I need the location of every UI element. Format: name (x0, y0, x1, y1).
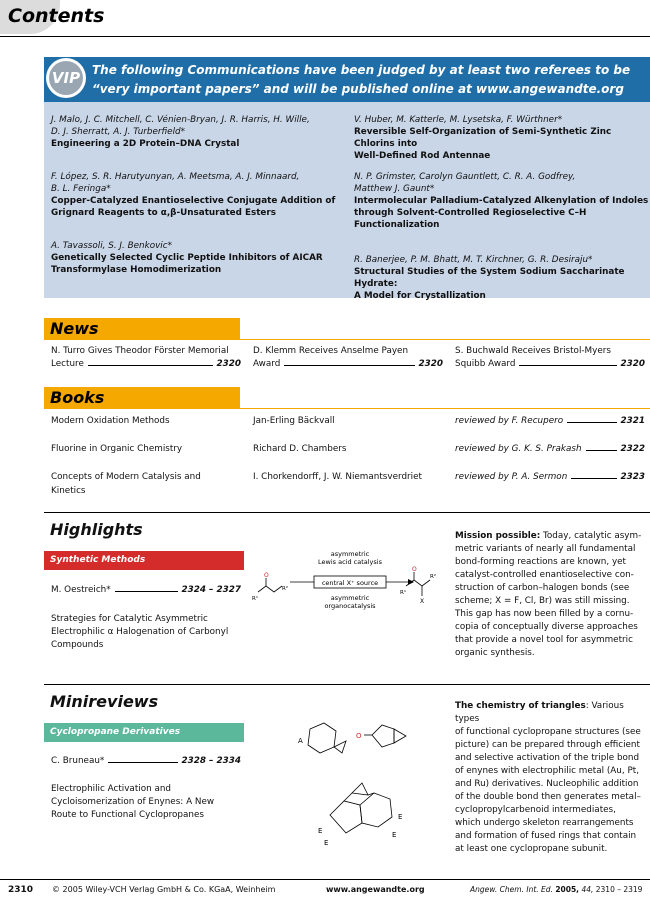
vip-authors: N. P. Grimster, Carolyn Gauntlett, C. R. A. Godfrey, (354, 172, 576, 182)
news-item[interactable] (253, 345, 443, 371)
minireviews-description (455, 700, 650, 856)
vip-title: Reversible Self-Organization of Semi-Synthetic Zinc Chlorins into (354, 127, 612, 149)
desc-line: This gap has now been filled by a cornu- (455, 609, 634, 619)
book-title: Modern Oxidation Methods (51, 416, 170, 426)
desc-line: and selective activation of the triple bond (455, 753, 640, 763)
vip-title: Copper-Catalyzed Enantioselective Conjugate Addition of (51, 196, 336, 206)
book-reviewer: reviewed by G. K. S. Prakash (455, 444, 582, 454)
article-title-line: Electrophilic α Halogenation of Carbonyl (51, 627, 229, 637)
vip-title: through Solvent-Controlled Regioselective C–H (354, 208, 587, 218)
vip-badge: VIP (49, 61, 83, 95)
article-title-line: Route to Functional Cyclopropanes (51, 810, 204, 820)
book-author: I. Chorkendorff, J. W. Niemantsverdriet (253, 472, 422, 482)
vip-title: A Model for Crystallization (354, 291, 486, 301)
product-skeleton (406, 580, 430, 586)
page-number: 2323 (620, 472, 645, 482)
desc-line: : Various types (455, 701, 624, 724)
left-r2: R² (282, 586, 289, 592)
book-row[interactable] (51, 443, 650, 457)
page-number: 2322 (620, 444, 645, 454)
news-item[interactable] (51, 345, 241, 371)
book-row[interactable] (51, 471, 650, 499)
news-line: D. Klemm Receives Anselme Payen (253, 346, 409, 356)
scheme-top-2: Lewis acid catalysis (318, 558, 382, 566)
vip-title: Transformylase Homodimerization (51, 265, 222, 275)
book-reviewer: reviewed by F. Recupero (455, 416, 564, 426)
footer-copyright: © 2005 Wiley-VCH Verlag GmbH & Co. KGaA, Weinheim (52, 885, 276, 894)
books-rule (240, 408, 650, 409)
highlights-article-title[interactable] (51, 613, 251, 652)
footer-citation (470, 885, 642, 894)
vip-title: Intermolecular Palladium-Catalyzed Alkenylation of Indoles (354, 196, 649, 206)
article-title-line: Cycloisomerization of Enynes: A New (51, 797, 215, 807)
page-range: 2328 – 2334 (181, 756, 241, 766)
vip-item[interactable] (51, 114, 351, 150)
structure-3-ring-b (360, 793, 392, 827)
structure-3-ring-a (330, 801, 362, 833)
highlights-title: Highlights (50, 520, 143, 539)
desc-line: at least one cyclopropane subunit. (455, 844, 608, 854)
vip-authors: R. Banerjee, P. M. Bhatt, M. T. Kirchner, G. R. Desiraju* (354, 255, 593, 265)
books-title: Books (50, 388, 105, 407)
highlights-description (455, 530, 650, 660)
desc-line: and Ru) derivatives. Nucleophilic addition (455, 779, 639, 789)
desc-line: of enynes with electrophilic metal (Au, Pt, (455, 766, 640, 776)
desc-line: catalyst-controlled enantioselective con- (455, 570, 634, 580)
news-title: News (50, 319, 99, 338)
structure-1-cyclopropane (334, 741, 346, 753)
header-rule (0, 36, 650, 37)
book-title: Kinetics (51, 486, 86, 496)
page-number: 2320 (418, 359, 443, 369)
structure-3-cyclopropane (352, 783, 368, 795)
structure-3-bond (344, 793, 352, 801)
desc-line: bond-forming reactions are known, yet (455, 557, 627, 567)
leader-line (88, 365, 213, 366)
news-line: Lecture (51, 359, 84, 369)
structure-2-ring (372, 725, 394, 747)
vip-title: Genetically Selected Cyclic Peptide Inhibitors of AICAR (51, 253, 323, 263)
ketone-left-skeleton (258, 586, 282, 592)
vip-title: Structural Studies of the System Sodium Saccharinate Hydrate: (354, 267, 625, 289)
journal-year: 2005, (555, 885, 580, 894)
structure-3-label-e1: E (318, 827, 323, 835)
leader-line (108, 762, 177, 763)
book-title: Concepts of Modern Catalysis and (51, 472, 201, 482)
minireviews-category: Cyclopropane Derivatives (50, 727, 181, 737)
desc-lead: Mission possible: (455, 531, 541, 541)
page-range: 2324 – 2327 (181, 585, 241, 595)
oxygen-label: O (264, 572, 269, 579)
minireviews-top-rule (44, 684, 650, 685)
structure-2-oxygen: O (356, 732, 362, 740)
entry-author: M. Oestreich* (51, 585, 111, 595)
page-title: Contents (8, 5, 105, 27)
vip-intro: The following Communications have been judged by at least two referees to be “very important papers” and will be published online at www.angewandte.org (92, 63, 631, 96)
book-author: Jan-Erling Bäckvall (253, 416, 335, 426)
highlights-entry[interactable] (51, 584, 241, 597)
news-item[interactable] (455, 345, 645, 371)
product-r2: R² (430, 574, 437, 580)
article-title-line: Electrophilic Activation and (51, 784, 172, 794)
highlights-category: Synthetic Methods (50, 555, 146, 565)
leader-line (284, 365, 414, 366)
footer-website[interactable]: www.angewandte.org (326, 885, 425, 894)
cyclopropane-structures (290, 715, 440, 855)
journal-pages: 2310 – 2319 (595, 885, 643, 894)
article-title-line: Strategies for Catalytic Asymmetric (51, 614, 208, 624)
leader-line (519, 365, 616, 366)
minireviews-title: Minireviews (50, 692, 159, 711)
leader-line (571, 478, 616, 479)
desc-line: which undergo skeleton rearrangements (455, 818, 634, 828)
halogenated-product (400, 560, 450, 610)
desc-line: struction of carbon–halogen bonds (see (455, 583, 630, 593)
footer-page-number: 2310 (8, 885, 34, 895)
vip-authors: D. J. Sherratt, A. J. Turberfield* (51, 127, 186, 137)
news-line: Squibb Award (455, 359, 516, 369)
desc-line: cyclopropylcarbenoid intermediates, (455, 805, 616, 815)
scheme-bottom-2: organocatalysis (324, 602, 376, 610)
desc-line: and formation of fused rings that contain (455, 831, 637, 841)
book-row[interactable] (51, 415, 650, 429)
vip-title: Functionalization (354, 220, 440, 230)
book-title: Fluorine in Organic Chemistry (51, 444, 183, 454)
desc-line: of functional cyclopropane structures (see (455, 727, 641, 737)
vip-title: Grignard Reagents to α,β-Unsaturated Esters (51, 208, 276, 218)
vip-item[interactable] (354, 171, 650, 231)
book-author: Richard D. Chambers (253, 444, 347, 454)
article-title-line: Compounds (51, 640, 104, 650)
desc-line: picture) can be prepared through efficient (455, 740, 640, 750)
product-x: X (420, 598, 425, 605)
vip-item[interactable] (51, 240, 351, 276)
vip-authors: V. Huber, M. Katterle, M. Lysetska, F. Würthner* (354, 115, 563, 125)
desc-line: of the double bond then generates metal– (455, 792, 641, 802)
desc-lead: The chemistry of triangles (455, 701, 586, 711)
page-number: 2320 (620, 359, 645, 369)
desc-line: copia of conceptually diverse approaches (455, 622, 638, 632)
highlights-top-rule (44, 512, 650, 513)
minireviews-article-title[interactable] (51, 783, 251, 822)
leader-line (567, 422, 616, 423)
structure-3-label-e2: E (324, 839, 329, 847)
vip-item[interactable] (354, 114, 650, 162)
desc-line: scheme; X = F, Cl, Br) was still missing. (455, 596, 630, 606)
news-line: N. Turro Gives Theodor Förster Memorial (51, 346, 229, 356)
desc-line: metric variants of nearly all fundamental (455, 544, 636, 554)
vip-title: Well-Defined Rod Antennae (354, 151, 491, 161)
structure-3-label-e3: E (398, 813, 403, 821)
scheme-box-label: central X⁺ source (321, 579, 379, 587)
desc-line: that provide a novel tool for asymmetric (455, 635, 633, 645)
vip-authors: J. Malo, J. C. Mitchell, C. Vénien-Bryan, J. R. Harris, H. Wille, (51, 115, 310, 125)
journal-volume: 44, (581, 885, 594, 894)
leader-line (115, 591, 178, 592)
desc-line: Today, catalytic asym- (540, 531, 642, 541)
vip-item[interactable] (51, 171, 351, 219)
news-rule (240, 339, 650, 340)
vip-authors: F. López, S. R. Harutyunyan, A. Meetsma, A. J. Minnaard, (51, 172, 300, 182)
journal-name: Angew. Chem. Int. Ed. (470, 885, 553, 894)
structure-2-cyclopropane (394, 729, 406, 743)
news-line: S. Buchwald Receives Bristol-Myers (455, 346, 611, 356)
left-r1: R¹ (252, 596, 259, 602)
page-number: 2321 (620, 416, 645, 426)
scheme-bottom-1: asymmetric (330, 594, 370, 602)
entry-author: C. Bruneau* (51, 756, 105, 766)
product-oxygen: O (412, 566, 417, 573)
vip-item[interactable] (354, 254, 650, 302)
structure-1-ring (308, 723, 336, 753)
vip-title: Engineering a 2D Protein–DNA Crystal (51, 139, 240, 149)
footer-rule (0, 879, 650, 880)
vip-authors: B. L. Feringa* (51, 184, 111, 194)
desc-line: organic synthesis. (455, 648, 535, 658)
vip-authors: A. Tavassoli, S. J. Benkovic* (51, 241, 172, 251)
scheme-top-1: asymmetric (330, 550, 370, 558)
structure-1-label: A (298, 737, 303, 745)
structure-3-label-e4: E (392, 831, 397, 839)
page-number: 2320 (216, 359, 241, 369)
vip-authors: Matthew J. Gaunt* (354, 184, 435, 194)
news-line: Award (253, 359, 281, 369)
minireviews-entry[interactable] (51, 755, 241, 768)
leader-line (586, 450, 617, 451)
product-r1: R¹ (400, 590, 407, 596)
book-reviewer: reviewed by P. A. Sermon (455, 472, 568, 482)
